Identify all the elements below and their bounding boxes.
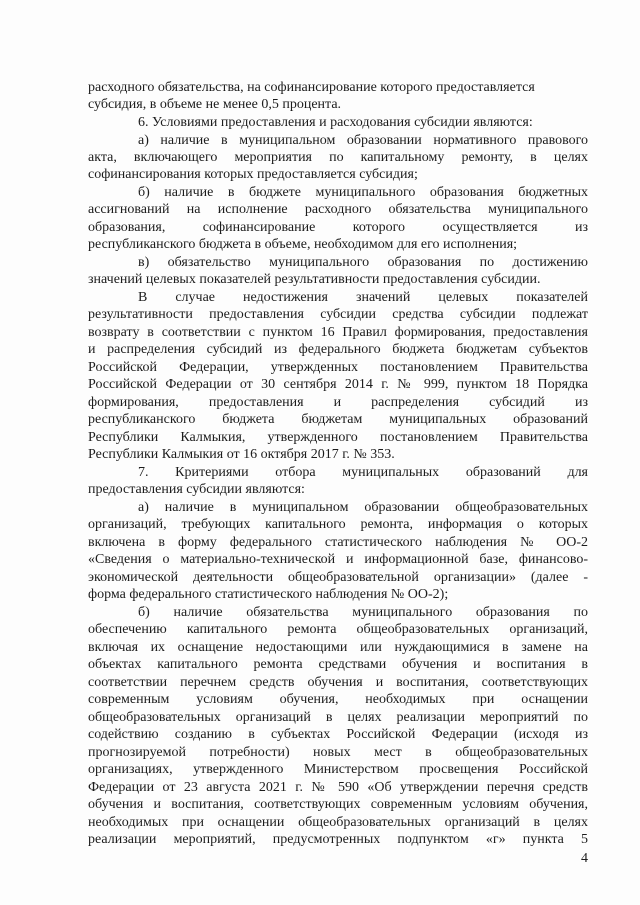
- text-line: субсидия, в объеме не менее 0,5 процента.: [88, 97, 342, 112]
- text-line: предоставления субсидии являются:: [88, 482, 305, 497]
- text-line: ассигнований на исполнение расходного обязательства муниципального: [88, 202, 588, 217]
- text-line: республиканского бюджета бюджетам муниципальных образований: [88, 412, 588, 427]
- text-line: расходного обязательства, на софинансирование которого предоставляется: [88, 80, 535, 95]
- text-line: Республики Калмыкия от 16 октября 2017 г. № 353.: [88, 447, 395, 462]
- text-line: б) наличие в бюджете муниципального образования бюджетных: [138, 185, 588, 200]
- text-line: 7. Критериями отбора муниципальных образований для: [138, 465, 588, 480]
- text-line: обучения и воспитания, соответствующих современным условиям обучения,: [88, 797, 588, 812]
- text-line: в) обязательство муниципального образования по достижению: [138, 255, 588, 270]
- text-line: Российской Федерации от 30 сентября 2014 г. № 999, пунктом 18 Порядка: [88, 377, 588, 392]
- text-line: а) наличие в муниципальном образовании нормативного правового: [138, 133, 588, 148]
- text-line: объектах капитального ремонта средствами обучения и воспитания в: [88, 657, 588, 672]
- text-line: современным условиям обучения, необходимых при оснащении: [88, 692, 588, 707]
- text-line: образования, софинансирование которого осуществляется из: [88, 220, 588, 235]
- page-number: 4: [581, 851, 588, 866]
- text-line: реализации мероприятий, предусмотренных подпунктом «г» пункта 5: [88, 832, 588, 847]
- text-line: экономической деятельности общеобразовательной организации» (далее -: [88, 570, 588, 585]
- text-line: В случае недостижения значений целевых показателей: [138, 290, 588, 305]
- text-line: обеспечению капитального ремонта общеобразовательных организаций,: [88, 622, 588, 637]
- text-line: республиканского бюджета в объеме, необходимом для его исполнения;: [88, 237, 518, 252]
- text-line: формирования, предоставления и распределения субсидий из: [88, 395, 588, 410]
- text-line: результативности предоставления субсидии средства субсидии подлежат: [88, 307, 588, 322]
- text-line: включена в форму федерального статистического наблюдения № ОО-2: [88, 535, 588, 550]
- text-line: возврату в соответствии с пунктом 16 Правил формирования, предоставления: [88, 325, 588, 340]
- text-line: Федерации от 23 августа 2021 г. № 590 «Об утверждении перечня средств: [88, 780, 588, 795]
- text-line: Российской Федерации, утвержденных постановлением Правительства: [88, 360, 588, 375]
- text-line: форма федерального статистического наблюдения № ОО-2);: [88, 587, 449, 602]
- text-line: значений целевых показателей результативности предоставления субсидии.: [88, 272, 541, 287]
- text-line: соответствии перечнем средств обучения и воспитания, соответствующих: [88, 675, 588, 690]
- text-line: прогнозируемой потребности) новых мест в общеобразовательных: [88, 745, 588, 760]
- text-line: «Сведения о материально-технической и информационной базе, финансово-: [88, 552, 588, 567]
- text-line: организаций, требующих капитального ремонта, информация о которых: [88, 517, 588, 532]
- text-line: софинансирования которых предоставляется субсидия;: [88, 167, 418, 182]
- text-line: содействию созданию в субъектах Российской Федерации (исходя из: [88, 727, 588, 742]
- text-line: общеобразовательных организаций в целях реализации мероприятий по: [88, 710, 588, 725]
- text-line: и распределения субсидий из федерального бюджета бюджетам субъектов: [88, 342, 588, 357]
- text-line: акта, включающего мероприятия по капитальному ремонту, в целях: [88, 150, 588, 165]
- text-line: Республики Калмыкия, утвержденного постановлением Правительства: [88, 430, 588, 445]
- text-line: б) наличие обязательства муниципального образования по: [138, 605, 588, 620]
- text-line: включая их оснащение недостающими или нуждающимися в замене на: [88, 640, 588, 655]
- text-line: а) наличие в муниципальном образовании общеобразовательных: [138, 500, 588, 515]
- text-line: 6. Условиями предоставления и расходования субсидии являются:: [138, 115, 533, 130]
- text-line: необходимых при оснащении общеобразовательных организаций в целях: [88, 815, 588, 830]
- text-line: организациях, утвержденного Министерством просвещения Российской: [88, 762, 588, 777]
